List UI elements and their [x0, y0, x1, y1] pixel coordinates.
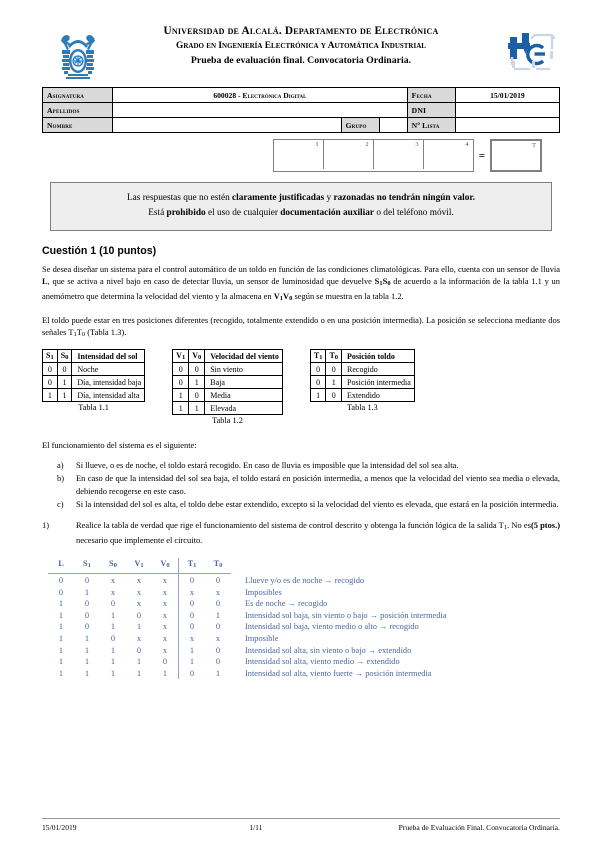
score-box-3-label: 3: [415, 141, 419, 148]
t11-r1-c0: 0: [43, 376, 58, 389]
tt-r5-V1: x: [136, 634, 142, 643]
tt-r3-note: Intensidad sol baja, sin viento o bajo → posición intermedia: [245, 610, 447, 620]
table-row: [48, 587, 446, 599]
header-titles: [42, 22, 560, 68]
tt-r6-T0: 0: [215, 645, 221, 655]
tt-h-V1: [126, 558, 152, 573]
table-header-row: [48, 558, 446, 573]
task-1-text-sub: 1: [503, 524, 508, 532]
page-header: [42, 22, 560, 84]
t12-r1-c1: 1: [189, 376, 205, 389]
dni-field[interactable]: [455, 103, 559, 118]
tt-h-S1-sub: 1: [87, 562, 91, 570]
tt-r4-T1: 0: [179, 621, 206, 633]
tt-r0-S1: 0: [84, 576, 90, 586]
signal-S0: S: [382, 276, 388, 287]
tabla-1-3-block: [310, 349, 415, 425]
tt-r7-T0: 0: [215, 657, 221, 667]
t12-r2-c0: 1: [173, 389, 189, 402]
table-row: [43, 376, 145, 389]
table-row: [173, 376, 283, 389]
score-box-group: [273, 139, 474, 172]
t11-r2-c0: 1: [43, 389, 58, 402]
grupo-field[interactable]: [379, 118, 407, 133]
intro-p1-text4: según se muestra en la tabla 1.2.: [292, 291, 404, 302]
fecha-value: 15/01/2019: [455, 88, 559, 103]
tt-h-S1-base: S: [83, 559, 88, 569]
tt-r5-T1: x: [179, 633, 206, 645]
t11-r1-c2: Día, intensidad baja: [72, 376, 145, 389]
warning-l2-b: prohibido: [166, 208, 206, 218]
table-row: [310, 376, 414, 389]
t13-r1-c2: Posición intermedia: [342, 376, 415, 389]
t12-r3-c0: 1: [173, 402, 189, 415]
list-marker-c: c): [57, 498, 64, 509]
score-box-2[interactable]: [324, 140, 374, 169]
total-score-label: T: [531, 142, 536, 149]
tt-r1-S1: 1: [84, 587, 90, 597]
t11-r0-c2: Noche: [72, 363, 145, 376]
signal-V1-sub: 1: [279, 295, 284, 303]
task-1-text-a: Realice la tabla de verdad que rige el funcionamiento del sistema de control descrito y obtenga la función lógica de la salida T: [76, 520, 504, 531]
tt-r3-T0: 1: [215, 610, 221, 620]
tt-r2-V1: x: [136, 599, 142, 609]
signal-L: L: [42, 276, 48, 287]
signal-V0-sub: 0: [289, 295, 293, 303]
t12-h-v0-base: V: [192, 351, 198, 361]
tt-r8-T0: 1: [215, 668, 221, 678]
signal-V0: V: [283, 291, 290, 302]
nombre-label: Nombre: [43, 118, 113, 133]
t11-r2-c2: Día, intensidad alta: [72, 389, 145, 402]
warning-l1-a: Las respuestas que no estén: [126, 193, 233, 203]
t13-h-desc: Posición toldo: [342, 350, 415, 363]
tt-h-T1-base: T: [187, 559, 194, 569]
t13-h-t1-sub: 1: [319, 354, 323, 362]
intro-paragraph-2: [42, 314, 560, 341]
task-1-points: (5 ptos.): [530, 520, 560, 531]
footer-page-number: 1/11: [249, 823, 263, 832]
task-1-marker: 1): [42, 520, 50, 531]
list-text-b: En caso de que la intensidad del sol sea baja, el toldo estará en posición intermedia, a menos que la velocidad del viento sea media o elevada, debiendo recogerse en este caso.: [76, 473, 560, 496]
tt-r6-L: 1: [58, 645, 64, 655]
tt-r3-L: 1: [58, 610, 64, 620]
list-item: [42, 498, 560, 510]
signal-T0: T: [76, 326, 82, 337]
tt-r1-T1: x: [179, 587, 206, 599]
intro-p2-text2: (Tabla 1.3).: [85, 326, 127, 337]
t13-h-t0-base: T: [329, 351, 335, 361]
t13-h-t1-base: T: [313, 351, 320, 361]
table-row: [310, 363, 414, 376]
tt-r5-S1: 1: [84, 634, 90, 643]
tt-r7-V0: 0: [162, 657, 168, 667]
table-row: [48, 621, 446, 633]
tt-h-S1: [74, 558, 100, 573]
list-item: [42, 459, 560, 471]
degree-title: Grado en Ingeniería Electrónica y Automática Industrial: [176, 41, 426, 51]
t12-r0-c0: 0: [173, 363, 189, 376]
score-boxes: [42, 139, 560, 172]
warning-l2-d: documentación auxiliar: [280, 208, 374, 218]
tt-h-V0-sub: 0: [166, 562, 170, 570]
tt-r2-V0: x: [162, 599, 168, 609]
signal-T1: T: [68, 326, 74, 337]
tt-r0-S0: x: [110, 576, 116, 586]
tt-r0-V1: x: [136, 576, 142, 586]
score-box-3[interactable]: [374, 140, 424, 169]
tt-h-V0: [152, 558, 179, 573]
nlista-field[interactable]: [455, 118, 559, 133]
tt-h-T0: [205, 558, 231, 573]
warning-notice: [50, 182, 552, 231]
tt-r8-S0: 1: [110, 668, 116, 678]
warning-line-2: [57, 206, 545, 221]
tt-h-V1-base: V: [134, 559, 141, 569]
signal-S1-sub: 1: [379, 280, 383, 288]
tt-r0-note: Llueve y/o es de noche → recogido: [245, 575, 365, 585]
table-row: [173, 402, 283, 415]
t11-r1-c1: 1: [57, 376, 72, 389]
tt-h-T1-sub: 1: [193, 562, 197, 570]
tt-r4-note: Intensidad sol baja, viento medio o alto → recogido: [245, 622, 419, 632]
tt-h-S0: [100, 558, 126, 573]
t12-r1-c0: 0: [173, 376, 189, 389]
table-row: [48, 610, 446, 622]
score-box-2-label: 2: [365, 141, 369, 148]
t11-h-s1: [43, 350, 58, 363]
tt-r4-L: 1: [58, 622, 64, 632]
t12-r0-c1: 0: [189, 363, 205, 376]
asignatura-value: 600028 - Electrónica Digital: [113, 88, 408, 103]
tt-r1-V1: x: [136, 587, 142, 597]
tt-r3-S0: 1: [110, 610, 116, 620]
intro-p2-text1: El toldo puede estar en tres posiciones diferentes (recogido, totalmente extendido o en una posición intermedia). La posición se selecciona mediante dos señales: [42, 314, 560, 337]
warning-l2-a: Está: [148, 208, 167, 218]
t12-h-v1: [173, 350, 189, 363]
tt-r1-V0: x: [162, 587, 168, 597]
functioning-list: [42, 459, 560, 510]
reference-tables: [42, 349, 560, 425]
nlista-label: Nº Lista: [407, 118, 455, 133]
list-marker-b: b): [57, 473, 65, 484]
t13-h-t0-sub: 0: [334, 354, 339, 362]
t13-h-t0: [326, 350, 342, 363]
tt-r3-V1: 0: [136, 610, 142, 620]
tt-h-L: [48, 558, 74, 573]
table-row: [43, 350, 145, 363]
tt-r2-L: 1: [58, 599, 64, 609]
t13-r2-c2: Extendido: [342, 389, 415, 402]
tt-r7-note: Intensidad sol alta, viento medio → extendido: [245, 657, 400, 667]
t11-h-s0-base: S: [60, 351, 66, 361]
tt-r7-V1: 1: [136, 657, 142, 667]
tt-r4-V1: 1: [136, 622, 142, 632]
total-score-box[interactable]: [490, 139, 542, 172]
tt-r1-T0: x: [215, 587, 221, 597]
tt-r5-L: 1: [58, 634, 64, 643]
warning-l1-b: claramente justificadas: [232, 193, 325, 203]
t11-h-s1-sub: 1: [50, 354, 54, 362]
t13-r1-c1: 1: [326, 376, 342, 389]
warning-l2-c: el uso de cualquier: [205, 208, 281, 218]
table-row: [48, 656, 446, 668]
table-row: [48, 598, 446, 610]
tt-r6-V0: x: [162, 645, 168, 655]
tt-r6-S0: 1: [110, 645, 116, 655]
uah-coat-of-arms-logo: [50, 24, 106, 82]
intro-p1-text3: de acuerdo a la información de la tabla 1.1 y un anemómetro que determina la velocidad del viento y la almacena en: [42, 276, 560, 302]
t12-r0-c2: Sin viento: [205, 363, 283, 376]
t13-r2-c1: 0: [326, 389, 342, 402]
table-row: [173, 350, 283, 363]
tt-r0-L: 0: [58, 576, 64, 586]
dni-label: DNI: [407, 103, 455, 118]
table-row: [310, 350, 414, 363]
t13-r0-c1: 0: [326, 363, 342, 376]
t13-r1-c0: 0: [310, 376, 326, 389]
t13-h-t1: [310, 350, 326, 363]
list-text-a: Si llueve, o es de noche, el toldo estará recogido. En caso de lluvia es imposible que la intensidad del sol sea alta.: [76, 460, 459, 471]
tabla-1-2-caption: Tabla 1.2: [212, 416, 243, 426]
warning-l1-c: y: [324, 193, 334, 203]
footer-date: 15/01/2019: [42, 823, 77, 832]
tt-r5-V0: x: [162, 634, 168, 643]
t12-h-v0-sub: 0: [197, 354, 202, 362]
warning-l1-d: razonadas: [333, 193, 375, 203]
list-marker-a: a): [57, 460, 64, 471]
warning-line-1: [57, 191, 545, 206]
tt-r4-T0: 0: [215, 622, 221, 632]
tt-r8-L: 1: [58, 668, 64, 678]
tt-r2-T1: 0: [179, 598, 206, 610]
tt-r2-S1: 0: [84, 599, 90, 609]
tabla-1-1-caption: Tabla 1.1: [78, 403, 109, 413]
t12-r1-c2: Baja: [205, 376, 283, 389]
tt-r1-L: 0: [58, 587, 64, 597]
signal-S1: S: [374, 276, 380, 287]
tt-r0-T1: 0: [179, 574, 206, 587]
intro-p1-text2: , que se activa a nivel bajo en caso de detectar lluvia, un sensor de luminosidad que devuelve: [47, 276, 375, 287]
tt-r0-T0: 0: [215, 576, 221, 586]
tt-h-S0-sub: 0: [113, 562, 117, 570]
tabla-1-2: [172, 349, 283, 415]
intro-p1-text1: Se desea diseñar un sistema para el control automático de un toldo en función de las condiciones climatológicas. Para ello, cuenta con un sensor de lluvia: [42, 264, 560, 274]
tt-h-V1-sub: 1: [140, 562, 144, 570]
uah-electronics-department-logo: [506, 25, 558, 79]
tt-r4-S0: 1: [110, 622, 116, 632]
table-row: [43, 88, 560, 103]
tabla-1-1-block: [42, 349, 145, 425]
tt-r7-S1: 1: [84, 657, 90, 667]
signal-T1-sub: 1: [73, 330, 77, 338]
tt-r4-S1: 0: [84, 622, 90, 632]
footer-exam-name: Prueba de Evaluación Final. Convocatoria Ordinaria.: [398, 823, 560, 832]
table-row: [48, 668, 446, 680]
tt-r8-T1: 0: [179, 668, 206, 680]
tabla-1-3: [310, 349, 415, 402]
university-title: Universidad de Alcalá. Departamento de Electrónica: [163, 25, 439, 37]
list-item: [42, 472, 560, 496]
tt-r5-note: Imposible: [245, 634, 279, 643]
tt-r1-note: Imposibles: [245, 587, 282, 597]
table-row: [48, 633, 446, 645]
t12-r3-c2: Elevada: [205, 402, 283, 415]
tt-r6-T1: 1: [179, 645, 206, 657]
tt-h-note: [231, 558, 446, 573]
nombre-field[interactable]: [113, 118, 341, 133]
t13-r2-c0: 1: [310, 389, 326, 402]
functioning-intro: El funcionamiento del sistema es el siguiente:: [42, 440, 197, 451]
t11-h-s0-sub: 0: [65, 354, 69, 362]
signal-S0-sub: 0: [387, 280, 391, 288]
grupo-label: Grupo: [341, 118, 379, 133]
student-info-table: [42, 87, 560, 133]
tt-r2-note: Es de noche → recogido: [245, 599, 328, 609]
page-footer: [42, 818, 560, 832]
tabla-1-1: [42, 349, 145, 402]
signal-V1: V: [273, 291, 280, 302]
t12-r2-c2: Media: [205, 389, 283, 402]
asignatura-label: Asignatura: [43, 88, 113, 103]
tt-r6-V1: 0: [136, 645, 142, 655]
tt-r7-S0: 1: [110, 657, 116, 667]
tt-r2-T0: 0: [215, 599, 221, 609]
table-row: [173, 389, 283, 402]
tt-r7-T1: 1: [179, 656, 206, 668]
tt-r7-L: 1: [58, 657, 64, 667]
t11-h-s1-base: S: [46, 351, 51, 361]
tt-r4-V0: x: [162, 622, 168, 632]
truth-table: [48, 558, 446, 679]
t11-h-desc: Intensidad del sol: [72, 350, 145, 363]
t13-r0-c0: 0: [310, 363, 326, 376]
score-box-4[interactable]: [424, 140, 473, 169]
score-box-1-label: 1: [315, 141, 319, 148]
tt-h-L-base: L: [58, 559, 64, 569]
apellidos-field[interactable]: [113, 103, 408, 118]
warning-l2-e: o del teléfono móvil.: [374, 208, 454, 218]
t11-r0-c1: 0: [57, 363, 72, 376]
table-row: [173, 363, 283, 376]
tt-r3-V0: x: [162, 610, 168, 620]
t12-h-v0: [189, 350, 205, 363]
table-row: [43, 363, 145, 376]
table-row: [43, 389, 145, 402]
tt-h-T0-sub: 0: [219, 562, 223, 570]
fecha-label: Fecha: [407, 88, 455, 103]
exam-title: Prueba de evaluación final. Convocatoria Ordinaria.: [190, 55, 412, 66]
tt-r8-V1: 1: [136, 668, 142, 678]
tt-r8-note: Intensidad sol alta, viento fuerte → posición intermedia: [245, 668, 432, 678]
equals-sign: =: [478, 149, 485, 162]
tabla-1-2-block: [172, 349, 283, 425]
t12-h-v1-sub: 1: [181, 354, 186, 362]
task-1: [42, 519, 560, 546]
t12-r3-c1: 1: [189, 402, 205, 415]
t11-r2-c1: 1: [57, 389, 72, 402]
t12-h-desc: Velocidad del viento: [205, 350, 283, 363]
score-box-4-label: 4: [465, 141, 469, 148]
t12-r2-c1: 0: [189, 389, 205, 402]
intro-paragraph-1: [42, 263, 560, 306]
t12-h-v1-base: V: [176, 351, 182, 361]
score-box-1[interactable]: [274, 140, 324, 169]
tt-r5-S0: 0: [110, 634, 116, 643]
tt-r1-S0: x: [110, 587, 116, 597]
truth-table-answer: [48, 558, 560, 679]
list-text-c: Si la intensidad del sol es alta, el toldo debe estar extendido, excepto si la velocidad del viento es elevada, que estará en la posición intermedia.: [76, 498, 559, 509]
tt-r6-note: Intensidad sol alta, sin viento o bajo → extendido: [245, 645, 412, 655]
page-title: Cuestión 1 (10 puntos): [42, 245, 157, 257]
table-row: [48, 574, 446, 587]
tt-r8-S1: 1: [84, 668, 90, 678]
tabla-1-3-caption: Tabla 1.3: [346, 403, 378, 413]
tt-h-T0-base: T: [213, 559, 220, 569]
tt-r3-T1: 0: [179, 610, 206, 622]
tt-r8-V0: 1: [162, 668, 168, 678]
t11-h-s0: [57, 350, 72, 363]
warning-l1-e: no tendrán ningún valor.: [374, 193, 476, 203]
table-row: [43, 103, 560, 118]
table-row: [310, 389, 414, 402]
tt-h-V0-base: V: [160, 559, 167, 569]
table-row: [48, 645, 446, 657]
task-1-text-b: . No es necesario que implemente el circuito.: [76, 520, 531, 546]
table-row: [43, 118, 560, 133]
tt-r6-S1: 1: [84, 645, 90, 655]
tt-r5-T0: x: [215, 634, 221, 643]
apellidos-label: Apellidos: [43, 103, 113, 118]
t11-r0-c0: 0: [43, 363, 58, 376]
tt-r2-S0: 0: [110, 599, 116, 609]
signal-T0-sub: 0: [81, 330, 86, 338]
tt-r0-V0: x: [162, 576, 168, 586]
tt-h-T1: [179, 558, 206, 573]
tt-r3-S1: 0: [84, 610, 90, 620]
t13-r0-c2: Recogido: [342, 363, 415, 376]
tt-h-S0-base: S: [109, 559, 114, 569]
